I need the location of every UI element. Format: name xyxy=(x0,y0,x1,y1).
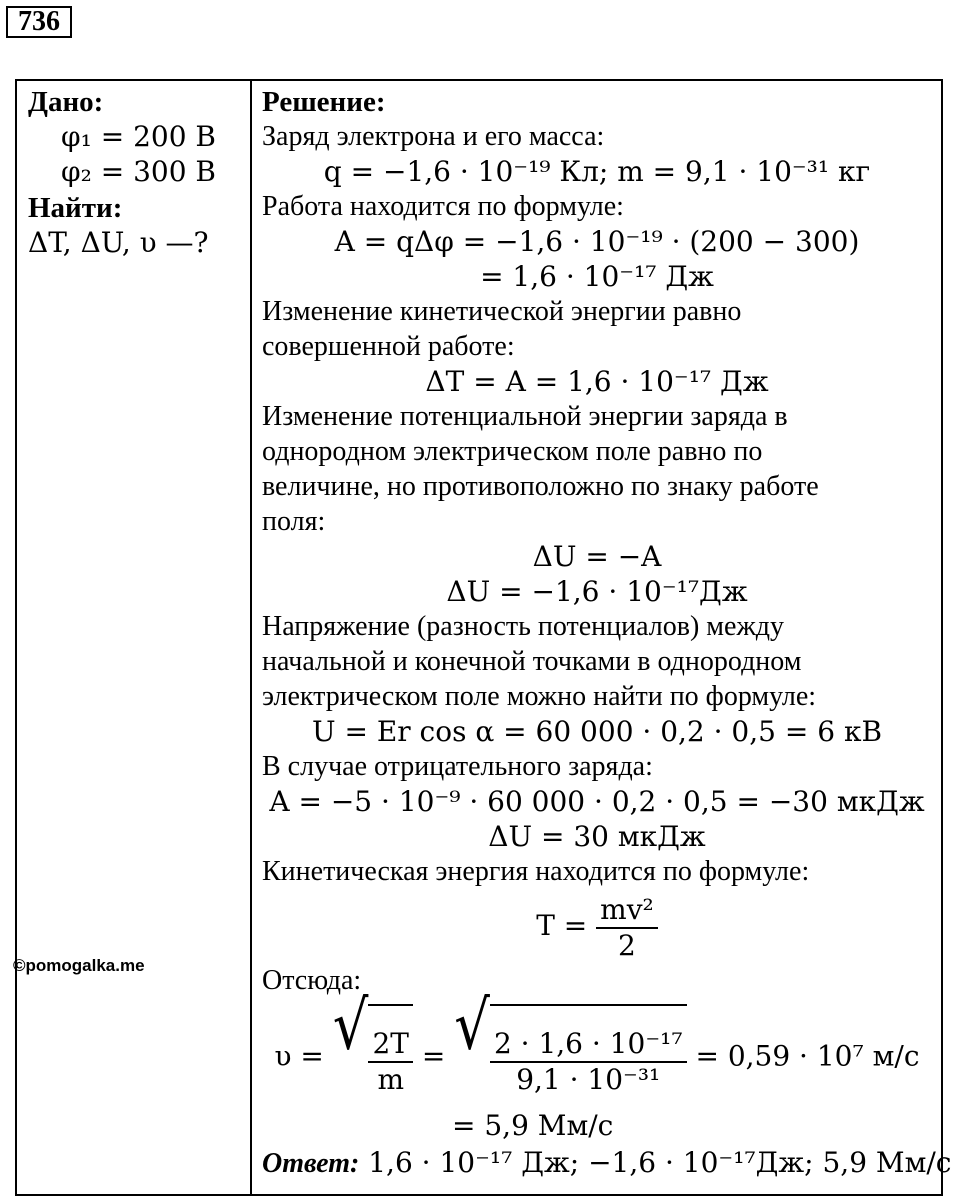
kinetic-numerator: mv² xyxy=(600,892,654,926)
solution-line: поля: xyxy=(262,506,326,537)
solution-column xyxy=(262,85,952,1181)
solution-line: Изменение кинетической энергии равно xyxy=(262,296,742,327)
sqrt-numeric xyxy=(454,987,686,1112)
radicand-short xyxy=(368,1004,413,1112)
formula-charge-mass: q = −1,6 · 10⁻¹⁹ Кл; m = 9,1 · 10⁻³¹ кг xyxy=(323,155,871,188)
formula-kinetic-energy xyxy=(262,889,932,963)
velocity-result: = 0,59 · 10⁷ м/с xyxy=(695,1039,920,1073)
kinetic-fraction xyxy=(596,893,658,963)
velocity-fraction-numeric xyxy=(490,1027,687,1097)
formula-delta-u: ΔU = −A xyxy=(532,540,662,573)
solution-title: Решение: xyxy=(262,86,386,118)
formula-work: A = qΔφ = −1,6 · 10⁻¹⁹ · (200 − 300) xyxy=(334,225,860,258)
kinetic-denominator: 2 xyxy=(596,927,658,963)
given-phi1: φ₁ = 200 В xyxy=(61,120,217,153)
formula-velocity-result: = 5,9 Мм/с xyxy=(452,1109,614,1142)
sqrt-short xyxy=(332,987,413,1112)
solution-line: В случае отрицательного заряда: xyxy=(262,751,653,782)
solution-line: Изменение потенциальной энергии заряда в xyxy=(262,401,788,432)
velocity-equals: = xyxy=(421,1039,446,1073)
velocity-numerator-short: 2T xyxy=(372,1026,409,1060)
radicand-numeric xyxy=(490,1004,687,1112)
answer-line xyxy=(262,1145,952,1181)
given-phi2: φ₂ = 300 В xyxy=(61,155,217,188)
solution-line: Работа находится по формуле: xyxy=(262,191,624,222)
velocity-fraction-short xyxy=(368,1027,413,1097)
formula-velocity xyxy=(262,987,932,1108)
solution-line: Заряд электрона и его масса: xyxy=(262,121,605,152)
problem-number: 736 xyxy=(6,6,72,38)
formula-delta-u-mkj: ΔU = 30 мкДж xyxy=(488,820,706,853)
find-title: Найти: xyxy=(28,192,123,224)
kinetic-lhs: T = xyxy=(536,909,588,942)
solution-line: величине, но противоположно по знаку работе xyxy=(262,471,819,502)
column-divider xyxy=(250,81,252,1194)
solution-line: Отсюда: xyxy=(262,965,362,996)
solution-line: электрическом поле можно найти по формуле: xyxy=(262,681,817,712)
velocity-numerator-numeric: 2 · 1,6 · 10⁻¹⁷ xyxy=(493,1026,683,1060)
formula-delta-u-value: ΔU = −1,6 · 10⁻¹⁷Дж xyxy=(446,575,748,608)
velocity-lhs: υ = xyxy=(274,1039,324,1073)
velocity-denominator-numeric: 9,1 · 10⁻³¹ xyxy=(490,1061,687,1097)
solution-line: Напряжение (разность потенциалов) между xyxy=(262,611,785,642)
radical-icon: √ xyxy=(332,987,369,1066)
radical-icon: √ xyxy=(454,987,490,1066)
solution-line: однородном электрическом поле равно по xyxy=(262,436,763,467)
find-values: ΔT, ΔU, υ —? xyxy=(28,226,209,259)
answer-text: 1,6 · 10⁻¹⁷ Дж; −1,6 · 10⁻¹⁷Дж; 5,9 Мм/с xyxy=(359,1146,952,1179)
solution-line: совершенной работе: xyxy=(262,331,515,362)
solution-line: начальной и конечной точками в однородном xyxy=(262,646,802,677)
formula-work-result: = 1,6 · 10⁻¹⁷ Дж xyxy=(480,260,714,293)
solution-table xyxy=(15,79,952,1196)
formula-voltage: U = Er cos α = 60 000 · 0,2 · 0,5 = 6 кВ xyxy=(311,715,883,748)
answer-label: Ответ: xyxy=(262,1148,360,1179)
given-column xyxy=(28,85,243,260)
watermark: ©pomogalka.me xyxy=(13,956,145,975)
velocity-denominator-short: m xyxy=(368,1061,413,1097)
solution-line: Кинетическая энергия находится по формуле: xyxy=(262,856,810,887)
given-title: Дано: xyxy=(28,86,104,118)
formula-negative-work: A = −5 · 10⁻⁹ · 60 000 · 0,2 · 0,5 = −30 мкДж xyxy=(269,785,925,818)
formula-delta-t: ΔT = A = 1,6 · 10⁻¹⁷ Дж xyxy=(425,365,769,398)
